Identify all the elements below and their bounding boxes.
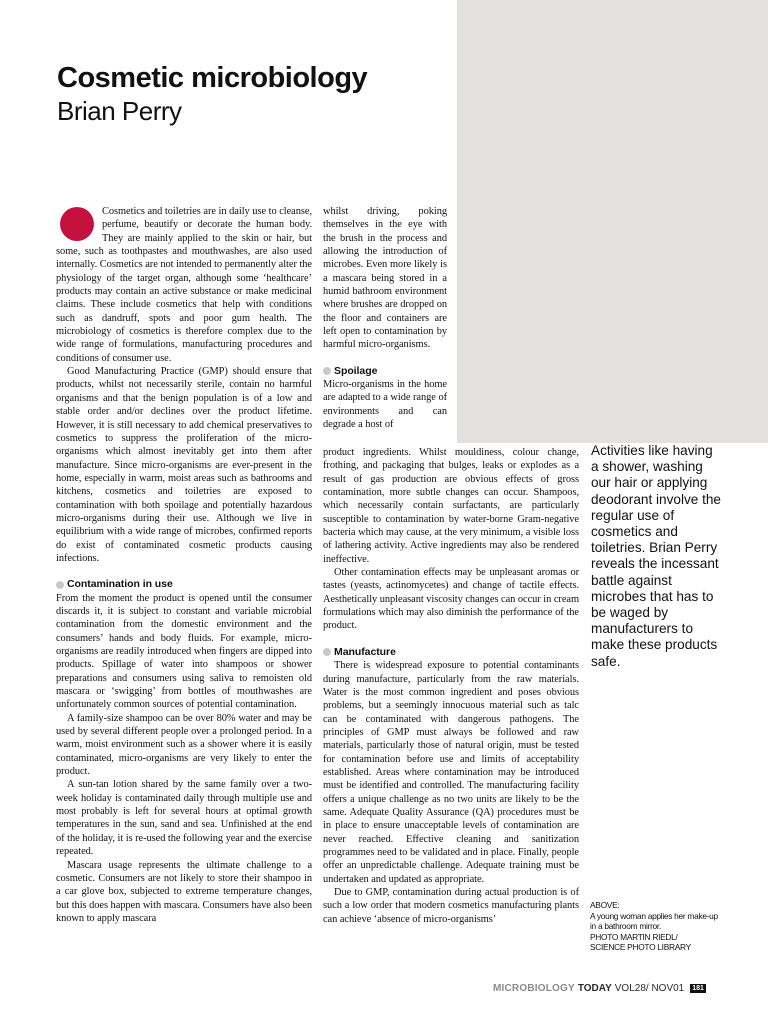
body-paragraph: Due to GMP, contamination during actual production is of such a low order that modern cosmetics manufacturing plants can achieve ‘absence of micro-organisms’ bbox=[323, 887, 579, 925]
pull-quote: Activities like having a shower, washing our hair or applying deodorant involve the regular use of cosmetics and toiletries. Brian Perry reveals the incessant battle against microbes that has to be waged by manufacturers to make these products safe. bbox=[591, 443, 721, 669]
bullet-icon bbox=[323, 648, 331, 656]
footer-volume: VOL28/ NOV01 bbox=[614, 983, 685, 994]
body-paragraph: Other contamination effects may be unpleasant aromas or tastes (yeasts, actinomycetes) and change of tactile effects. Aesthetically unpleasant viscosity changes can occur in cream formulations which may also diminish the performance of the product. bbox=[323, 567, 579, 632]
caption-label: ABOVE: bbox=[590, 900, 620, 910]
body-paragraph: A family-size shampoo can be over 80% water and may be used by several different people over a prolonged period. In a warm, moist environment such as a shower where it is easily contaminated, micro-organisms are very likely to enter the product. bbox=[56, 712, 312, 778]
page-footer bbox=[493, 983, 717, 994]
page-number: 181 bbox=[692, 985, 704, 992]
middle-column-top bbox=[323, 205, 447, 432]
body-paragraph: There is widespread exposure to potential contaminants during manufacture, particularly from the raw materials. Water is the most common ingredient and poses obvious problems, but a seemingly innocuous material such as talc can be contaminated with dangerous pathogens. The principles of GMP must always be followed and raw materials, particularly those of natural origin, must be tested for contamination before use and limits of acceptability established. Areas where contamination may be introduced must be identified and controlled. The manufacturing facility offers a unique challenge as no two units are likely to be the same. Adequate Quality Assurance (QA) procedures must be in place to ensure unacceptable levels of contamination are never reached. Effective cleaning and sanitization programmes need to be validated and in place. Finally, people offer an unpredictable challenge. Adequate training must be undertaken and updated as appropriate. bbox=[323, 660, 579, 885]
article-author: Brian Perry bbox=[57, 96, 182, 126]
drop-cap-circle bbox=[60, 207, 94, 241]
bullet-icon bbox=[56, 581, 64, 589]
section-heading-label: Manufacture bbox=[334, 645, 396, 658]
header-photo bbox=[457, 0, 768, 443]
left-column bbox=[56, 205, 312, 925]
body-paragraph: whilst driving, poking themselves in the eye with the brush in the process and allowing the introduction of microbes. Even more likely is a mascara being stored in a humid bathroom environment where brushes are dropped on the floor and containers are left open to contamination by harmful micro-organisms. bbox=[323, 206, 447, 351]
article-title: Cosmetic microbiology bbox=[57, 62, 368, 94]
body-paragraph: Mascara usage represents the ultimate challenge to a cosmetic. Consumers are not likely to store their shampoo in a car glove box, subjected to extreme temperature changes, but this does happen with mascara. Consumers have also been known to apply mascara bbox=[56, 859, 312, 924]
caption-credit: PHOTO MARTIN RIEDL/ bbox=[590, 931, 678, 942]
section-heading-manufacture bbox=[323, 646, 579, 659]
body-paragraph: From the moment the product is opened until the consumer discards it, it is subject to constant and variable microbial contamination from the domestic environment and the consumers’ hands and body fluids. For example, micro-organisms are readily introduced when fingers are dipped into products. Spillage of water into shampoos or shower preparations and consumers using saliva to remoisten old mascara or ‘swigging’ from bottles of mouthwashes are unfortunately common sources of potential contamination. bbox=[56, 592, 312, 711]
footer-today: TODAY bbox=[577, 983, 612, 994]
body-paragraph: A sun-tan lotion shared by the same family over a two-week holiday is contaminated daily through multiple use and most probably is left for several hours at optimal growth temperatures in the sun, sand and sea. Unfinished at the end of the holiday, it is re-used the following year and the exercise repeated. bbox=[56, 779, 312, 858]
section-heading-label: Spoilage bbox=[334, 364, 378, 377]
body-paragraph: product ingredients. Whilst mouldiness, colour change, frothing, and packaging that bulges, leaks or explodes as a result of gas production are obvious effects of gross contamination, more subtle changes can occur. Shampoos, which necessarily contain surfactants, are particularly susceptible to contamination by water-borne Gram-negative bacteria which may cause, at the very minimum, a visible loss of lathering activity. Active ingredients may also be rendered ineffective. bbox=[323, 447, 579, 565]
body-paragraph: Cosmetics and toiletries are in daily use to cleanse, perfume, beautify or decorate the human body. They are mainly applied to the skin or hair, but some, such as toothpastes and mouthwashes, are also used internally. Cosmetics are not intended to permanently alter the physiology of the target organ, although some ‘healthcare’ products may contain an active substance or make medicinal claims. These include cosmetics that help with conditions such as dandruff, spots and poor gum health. The microbiology of cosmetics is therefore complex due to the wide range of formulations, manufacturing procedures and conditions of consumer use. bbox=[56, 206, 312, 364]
footer-journal: MICROBIOLOGY bbox=[493, 983, 575, 994]
section-heading-spoilage bbox=[323, 365, 447, 378]
section-heading-contamination bbox=[56, 578, 312, 591]
photo-caption bbox=[590, 900, 720, 953]
body-paragraph: Good Manufacturing Practice (GMP) should ensure that products, whilst not necessarily sterile, contain no harmful organisms and that the benign population is of a low and stable order and/or declines over the product lifetime. However, it is still necessary to add chemical preservatives to cosmetics to suppress the proliferation of the micro-organisms which almost inevitably get into them after manufacture. Since micro-organisms are ever-present in the home, especially in warm, moist areas such as bathrooms and kitchens, cosmetics and toiletries are exposed to contamination with both spoilage and potentially hazardous micro-organisms during their use. Although we live in equilibrium with a wide range of microbes, confirmed reports do exist of contaminated cosmetic products causing infections. bbox=[56, 366, 312, 564]
middle-column-bottom bbox=[323, 446, 579, 926]
caption-text: A young woman applies her make-up in a bathroom mirror. bbox=[590, 910, 718, 931]
section-heading-label: Contamination in use bbox=[67, 578, 173, 591]
bullet-icon bbox=[323, 367, 331, 375]
caption-credit: SCIENCE PHOTO LIBRARY bbox=[590, 942, 691, 952]
body-paragraph: Micro-organisms in the home are adapted to a wide range of environments and can degrade a host of bbox=[323, 379, 447, 431]
